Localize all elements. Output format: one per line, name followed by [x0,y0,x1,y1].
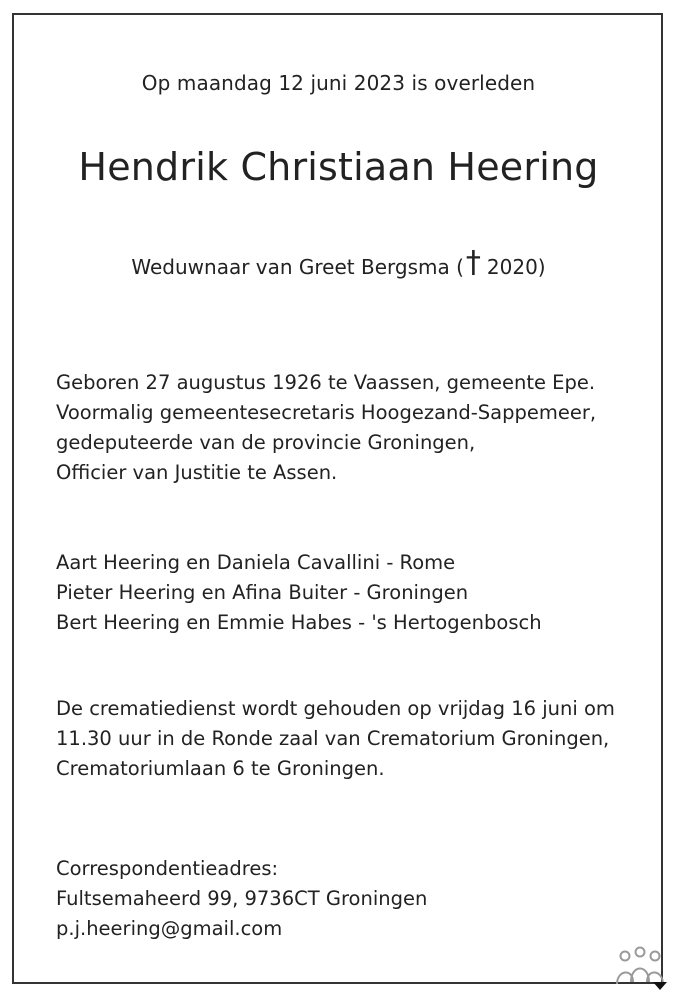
family-line: Aart Heering en Daniela Cavallini - Rome [56,551,456,574]
widower-line [0,245,677,280]
contact-heading: Correspondentieadres: [56,857,279,880]
biography-section [56,368,656,488]
contact-address: Fultsemaheerd 99, 9736CT Groningen [56,887,428,910]
family-line: Pieter Heering en Afina Buiter - Groningen [56,581,469,604]
family-section [56,548,656,638]
widower-suffix: 2020) [486,255,546,279]
service-line: 11.30 uur in de Ronde zaal van Crematorium Groningen, [56,727,610,750]
widower-prefix: Weduwnaar van Greet Bergsma ( [131,255,464,279]
deceased-name: Hendrik Christiaan Heering [78,145,599,189]
bio-line: Voormalig gemeentesecretaris Hoogezand-Sappemeer, [56,401,597,424]
bio-line: gedeputeerde van de provincie Groningen, [56,431,476,454]
death-announcement-line: Op maandag 12 juni 2023 is overleden [141,71,536,95]
community-people-icon[interactable] [613,944,669,992]
contact-section [56,854,656,944]
service-line: Crematoriumlaan 6 te Groningen. [56,757,385,780]
cross-icon: † [465,245,481,280]
service-line: De crematiedienst wordt gehouden op vrijdag 16 juni om [56,697,615,720]
bio-line: Officier van Justitie te Assen. [56,461,338,484]
bio-line: Geboren 27 augustus 1926 te Vaassen, gemeente Epe. [56,371,596,394]
service-section [56,694,656,784]
family-line: Bert Heering en Emmie Habes - 's Hertogenbosch [56,611,542,634]
contact-email: p.j.heering@gmail.com [56,917,283,940]
scroll-down-arrow-icon [653,982,667,990]
